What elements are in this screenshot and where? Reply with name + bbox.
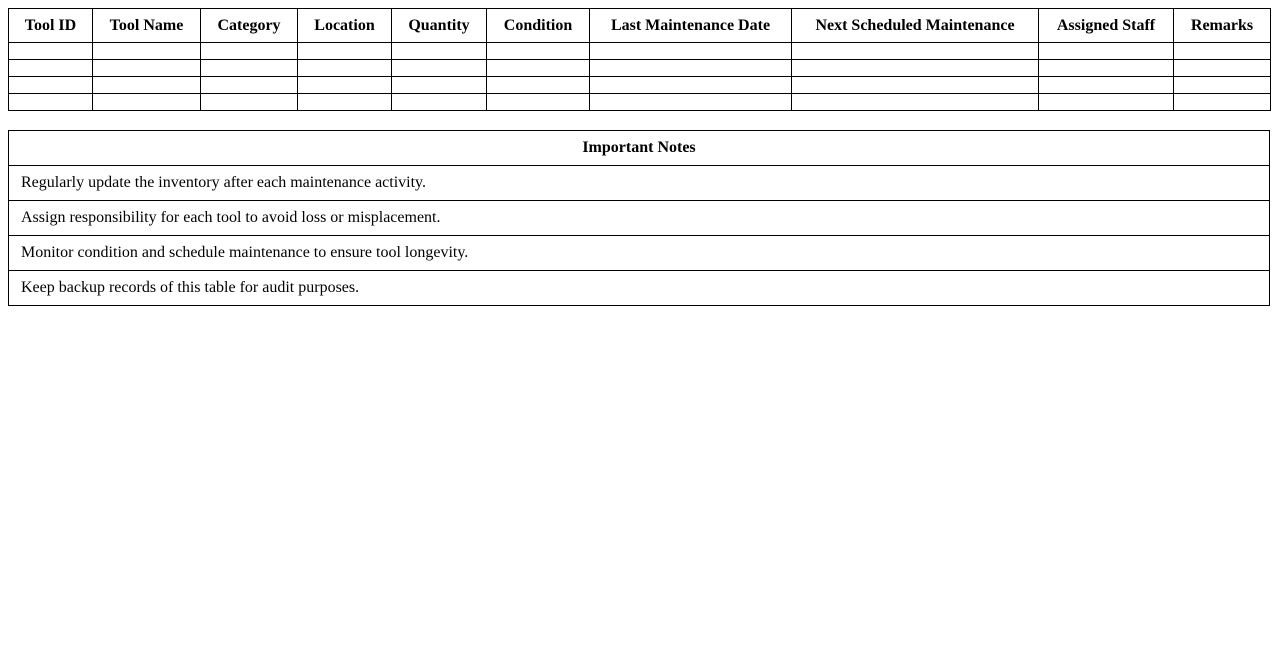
inventory-body bbox=[9, 43, 1271, 111]
table-cell bbox=[9, 43, 93, 60]
notes-header-row bbox=[9, 131, 1270, 166]
column-header-quantity: Quantity bbox=[392, 9, 487, 43]
note-item: Monitor condition and schedule maintenance to ensure tool longevity. bbox=[9, 236, 1270, 271]
table-cell bbox=[1039, 43, 1174, 60]
column-header-tool-id: Tool ID bbox=[9, 9, 93, 43]
note-row bbox=[9, 201, 1270, 236]
column-header-location: Location bbox=[298, 9, 392, 43]
important-notes-table bbox=[8, 130, 1270, 306]
table-cell bbox=[9, 60, 93, 77]
note-item: Assign responsibility for each tool to avoid loss or misplacement. bbox=[9, 201, 1270, 236]
column-header-assigned-staff: Assigned Staff bbox=[1039, 9, 1174, 43]
table-cell bbox=[487, 77, 590, 94]
table-cell bbox=[93, 60, 201, 77]
note-item: Keep backup records of this table for audit purposes. bbox=[9, 271, 1270, 306]
table-cell bbox=[298, 43, 392, 60]
notes-title: Important Notes bbox=[9, 131, 1270, 166]
table-cell bbox=[590, 60, 792, 77]
table-cell bbox=[1174, 43, 1271, 60]
table-row bbox=[9, 60, 1271, 77]
table-cell bbox=[1174, 94, 1271, 111]
table-cell bbox=[1174, 77, 1271, 94]
table-cell bbox=[298, 60, 392, 77]
inventory-table bbox=[8, 8, 1271, 111]
column-header-last-maintenance-date: Last Maintenance Date bbox=[590, 9, 792, 43]
table-cell bbox=[9, 77, 93, 94]
table-cell bbox=[93, 43, 201, 60]
column-header-tool-name: Tool Name bbox=[93, 9, 201, 43]
table-cell bbox=[1174, 60, 1271, 77]
table-cell bbox=[392, 60, 487, 77]
note-row bbox=[9, 236, 1270, 271]
table-cell bbox=[792, 94, 1039, 111]
table-cell bbox=[201, 60, 298, 77]
note-row bbox=[9, 166, 1270, 201]
column-header-condition: Condition bbox=[487, 9, 590, 43]
table-cell bbox=[392, 77, 487, 94]
table-cell bbox=[9, 94, 93, 111]
table-cell bbox=[487, 94, 590, 111]
table-cell bbox=[590, 43, 792, 60]
note-row bbox=[9, 271, 1270, 306]
table-cell bbox=[792, 60, 1039, 77]
table-row bbox=[9, 43, 1271, 60]
column-header-remarks: Remarks bbox=[1174, 9, 1271, 43]
inventory-header-row bbox=[9, 9, 1271, 43]
table-cell bbox=[487, 60, 590, 77]
table-cell bbox=[1039, 94, 1174, 111]
table-cell bbox=[487, 43, 590, 60]
table-cell bbox=[590, 94, 792, 111]
table-cell bbox=[792, 43, 1039, 60]
table-row bbox=[9, 94, 1271, 111]
table-cell bbox=[201, 43, 298, 60]
table-cell bbox=[590, 77, 792, 94]
table-cell bbox=[93, 94, 201, 111]
table-cell bbox=[298, 77, 392, 94]
table-cell bbox=[1039, 77, 1174, 94]
column-header-next-scheduled-maintenance: Next Scheduled Maintenance bbox=[792, 9, 1039, 43]
table-cell bbox=[392, 43, 487, 60]
table-cell bbox=[201, 94, 298, 111]
table-cell bbox=[298, 94, 392, 111]
table-cell bbox=[792, 77, 1039, 94]
column-header-category: Category bbox=[201, 9, 298, 43]
table-cell bbox=[1039, 60, 1174, 77]
table-cell bbox=[93, 77, 201, 94]
table-cell bbox=[392, 94, 487, 111]
table-cell bbox=[201, 77, 298, 94]
note-item: Regularly update the inventory after each maintenance activity. bbox=[9, 166, 1270, 201]
table-row bbox=[9, 77, 1271, 94]
